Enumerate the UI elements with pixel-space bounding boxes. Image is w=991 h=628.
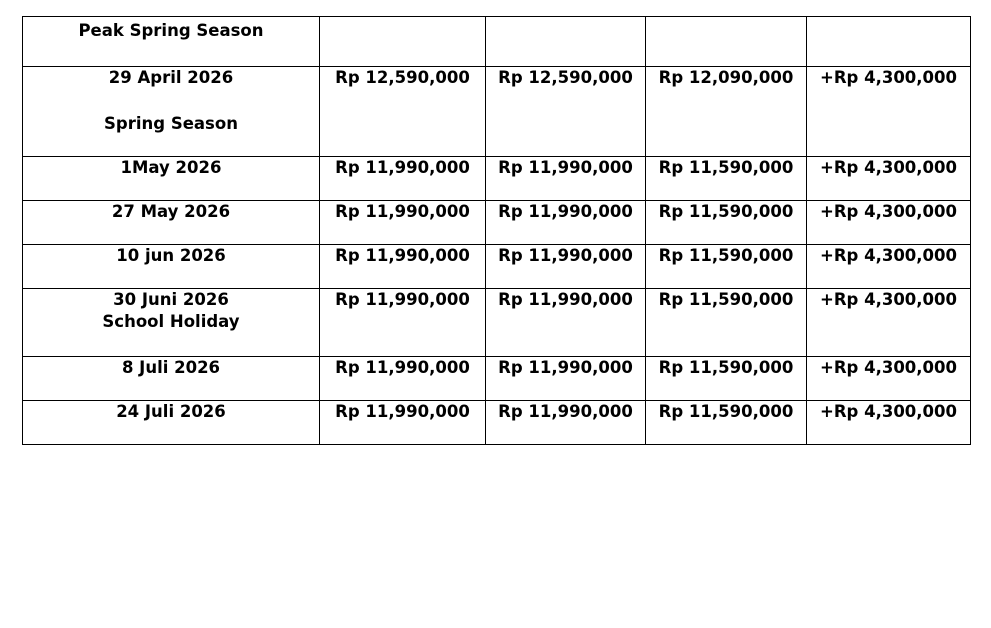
date-cell: [23, 67, 320, 157]
price-cell: Rp 11,990,000: [486, 245, 646, 289]
price-cell: Rp 11,590,000: [646, 245, 807, 289]
date-cell: 10 jun 2026: [23, 245, 320, 289]
table-row: [23, 401, 971, 445]
table-row-header: [23, 17, 971, 67]
price-cell: Rp 12,090,000: [646, 67, 807, 157]
price-cell: Rp 11,590,000: [646, 357, 807, 401]
season-label-cell: [23, 17, 320, 67]
table-row: [23, 67, 971, 157]
date-cell: 1May 2026: [23, 157, 320, 201]
date-cell: 24 Juli 2026: [23, 401, 320, 445]
price-cell: Rp 11,990,000: [320, 357, 486, 401]
price-cell: +Rp 4,300,000: [807, 201, 971, 245]
price-cell: Rp 11,990,000: [486, 289, 646, 357]
date-cell: 27 May 2026: [23, 201, 320, 245]
price-cell: Rp 11,990,000: [320, 157, 486, 201]
table-row: [23, 201, 971, 245]
price-cell: Rp 12,590,000: [486, 67, 646, 157]
table-row: [23, 289, 971, 357]
price-cell: Rp 11,990,000: [320, 201, 486, 245]
price-cell: Rp 11,990,000: [320, 245, 486, 289]
price-cell: Rp 11,590,000: [646, 201, 807, 245]
table-row: [23, 357, 971, 401]
header-cell: [646, 17, 807, 67]
header-cell: [486, 17, 646, 67]
date-text: 30 Juni 2026: [113, 290, 229, 309]
date-note: Spring Season: [104, 114, 238, 133]
price-cell: Rp 11,590,000: [646, 401, 807, 445]
price-cell: Rp 11,990,000: [486, 201, 646, 245]
price-cell: Rp 12,590,000: [320, 67, 486, 157]
price-cell: Rp 11,990,000: [320, 401, 486, 445]
price-cell: Rp 11,990,000: [486, 357, 646, 401]
price-cell: +Rp 4,300,000: [807, 357, 971, 401]
table-row: [23, 157, 971, 201]
price-table: [22, 16, 971, 445]
date-note: School Holiday: [102, 312, 240, 331]
price-cell: Rp 11,590,000: [646, 289, 807, 357]
table-row: [23, 245, 971, 289]
price-cell: Rp 11,990,000: [320, 289, 486, 357]
price-cell: +Rp 4,300,000: [807, 157, 971, 201]
price-cell: +Rp 4,300,000: [807, 401, 971, 445]
price-cell: Rp 11,590,000: [646, 157, 807, 201]
price-cell: Rp 11,990,000: [486, 157, 646, 201]
price-cell: Rp 11,990,000: [486, 401, 646, 445]
date-text: 29 April 2026: [108, 68, 234, 87]
date-cell: 8 Juli 2026: [23, 357, 320, 401]
price-cell: +Rp 4,300,000: [807, 245, 971, 289]
header-cell: [320, 17, 486, 67]
price-cell: +Rp 4,300,000: [807, 67, 971, 157]
date-cell: [23, 289, 320, 357]
price-cell: +Rp 4,300,000: [807, 289, 971, 357]
season-label: Peak Spring Season: [78, 21, 264, 40]
header-cell: [807, 17, 971, 67]
